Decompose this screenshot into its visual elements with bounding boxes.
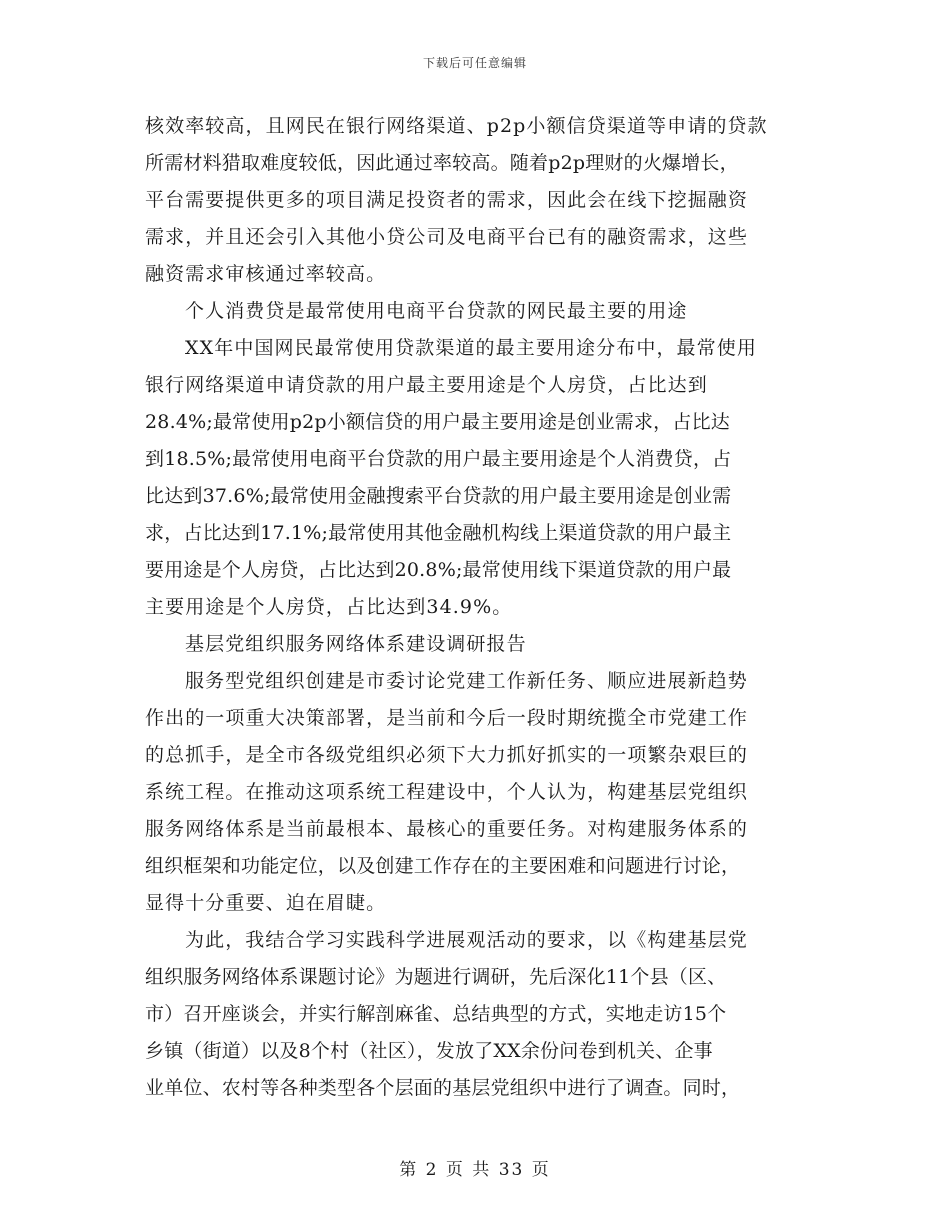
text-line: 业单位、农村等各种类型各个层面的基层党组织中进行了调查。同时， [145, 1077, 741, 1099]
text-line: 所需材料猎取难度较低，因此通过率较高。随着p2p理财的火爆增长， [145, 152, 739, 174]
text-line: 市）召开座谈会，并实行解剖麻雀、总结典型的方式，实地走访15个 [145, 1003, 727, 1025]
text-line: 要用途是个人房贷，占比达到20.8%;最常使用线下渠道贷款的用户最 [145, 559, 732, 581]
text-line: 作出的一项重大决策部署，是当前和今后一段时期统揽全市党建工作 [145, 707, 749, 729]
text-line: 乡镇（街道）以及8个村（社区），发放了XX余份问卷到机关、企事 [145, 1040, 713, 1062]
page-header: 下载后可任意编辑 [422, 56, 527, 70]
text-line: 核效率较高，且网民在银行网络渠道、p2p小额信贷渠道等申请的贷款 [145, 115, 768, 137]
text-line: 融资需求审核通过率较高。 [145, 263, 387, 285]
text-line: XX年中国网民最常使用贷款渠道的最主要用途分布中，最常使用 [185, 337, 757, 359]
section-heading: 个人消费贷是最常使用电商平台贷款的网民最主要的用途 [185, 300, 688, 322]
text-line: 的总抓手，是全市各级党组织必须下大力抓好抓实的一项繁杂艰巨的 [145, 744, 749, 766]
text-line: 服务型党组织创建是市委讨论党建工作新任务、顺应进展新趋势 [185, 670, 748, 692]
document-body [145, 108, 810, 1107]
text-line: 组织服务网络体系课题讨论》为题进行调研，先后深化11个县（区、 [145, 966, 727, 988]
text-line: 显得十分重要、迫在眉睫。 [145, 892, 387, 914]
text-line: 到18.5%;最常使用电商平台贷款的用户最主要用途是个人消费贷，占 [145, 448, 732, 470]
text-line: 系统工程。在推动这项系统工程建设中，个人认为，构建基层党组织 [145, 781, 749, 803]
section-heading: 基层党组织服务网络体系建设调研报告 [185, 633, 527, 655]
text-line: 求，占比达到17.1%;最常使用其他金融机构线上渠道贷款的用户最主 [145, 522, 732, 544]
text-line: 为此，我结合学习实践科学进展观活动的要求，以《构建基层党 [185, 929, 748, 951]
text-line: 平台需要提供更多的项目满足投资者的需求，因此会在线下挖掘融资 [145, 189, 749, 211]
text-line: 服务网络体系是当前最根本、最核心的重要任务。对构建服务体系的 [145, 818, 749, 840]
text-line: 主要用途是个人房贷，占比达到34.9%。 [145, 596, 513, 618]
page-number: 第 2 页 共 33 页 [399, 1160, 551, 1180]
text-line: 比达到37.6%;最常使用金融搜索平台贷款的用户最主要用途是创业需 [145, 485, 732, 507]
text-line: 组织框架和功能定位，以及创建工作存在的主要困难和问题进行讨论， [145, 855, 741, 877]
text-line: 28.4%;最常使用p2p小额信贷的用户最主要用途是创业需求，占比达 [145, 411, 730, 433]
text-line: 银行网络渠道申请贷款的用户最主要用途是个人房贷，占比达到 [145, 374, 708, 396]
text-line: 需求，并且还会引入其他小贷公司及电商平台已有的融资需求，这些 [145, 226, 749, 248]
